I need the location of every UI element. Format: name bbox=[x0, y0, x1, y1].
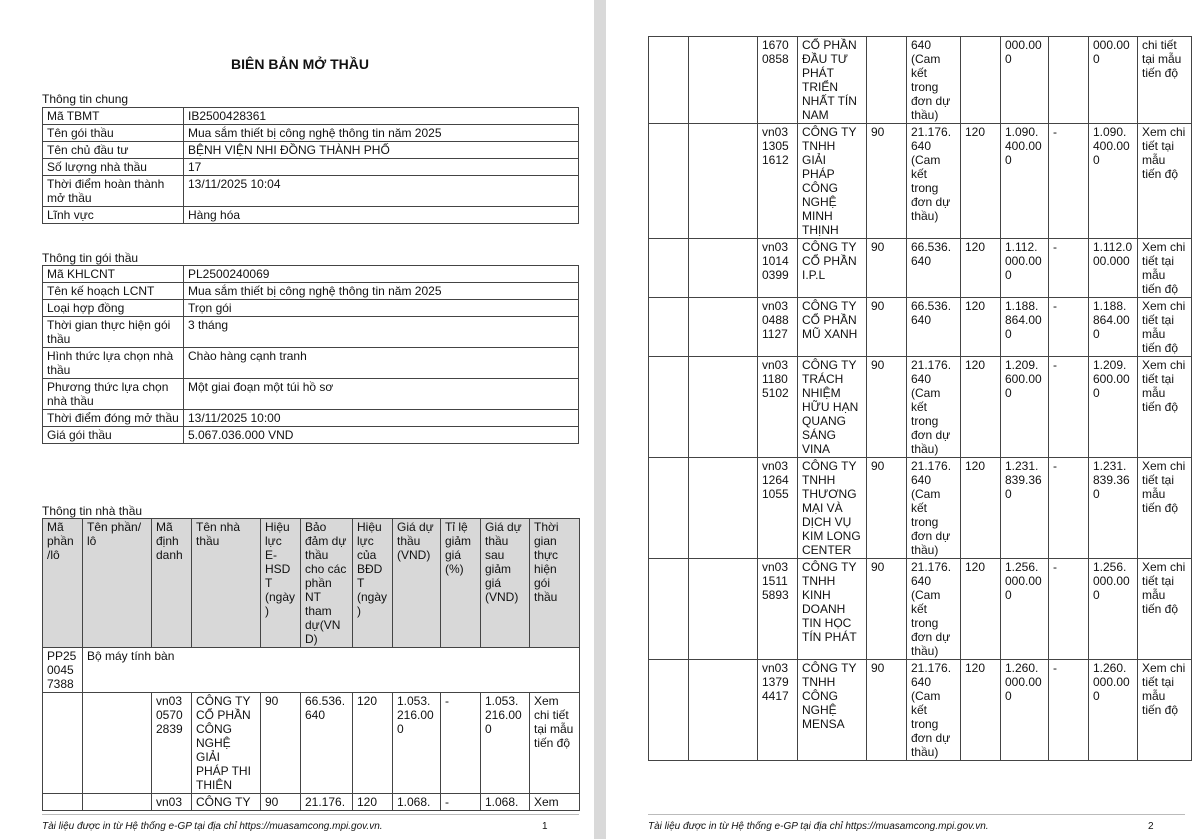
cell-guarantee: 21.176.640 (Cam kết trong đơn dự thầu) bbox=[907, 124, 961, 239]
table-row bbox=[43, 142, 579, 159]
lot-name: Bộ máy tính bàn bbox=[83, 648, 580, 693]
table-row bbox=[649, 660, 1192, 761]
table-row bbox=[43, 410, 579, 427]
cell-final-price: 000.000 bbox=[1089, 37, 1138, 124]
cell-guarantee: 21.176.640 (Cam kết trong đơn dự thầu) bbox=[907, 357, 961, 458]
cell-price: 1.231.839.360 bbox=[1001, 458, 1049, 559]
cell-final-price: 1.068. bbox=[481, 794, 530, 811]
field-label: Loại hợp đồng bbox=[43, 300, 184, 317]
table-row bbox=[649, 239, 1192, 298]
section-general-heading: Thông tin chung bbox=[42, 92, 129, 106]
field-label: Tên kế hoạch LCNT bbox=[43, 283, 184, 300]
table-row bbox=[649, 298, 1192, 357]
cell-name: CÔNG TY TRÁCH NHIỆM HỮU HẠN QUANG SÁNG VINA bbox=[798, 357, 867, 458]
cell-guarantee-validity: 120 bbox=[353, 693, 393, 794]
footer-text: Tài liệu được in từ Hệ thống e-GP tại địa chỉ https://muasamcong.mpi.gov.vn. bbox=[648, 821, 989, 832]
table-row bbox=[43, 283, 579, 300]
table-row bbox=[43, 125, 579, 142]
cell-validity: 90 bbox=[867, 239, 907, 298]
cell-validity: 90 bbox=[867, 458, 907, 559]
cell-id: vn0311805102 bbox=[758, 357, 798, 458]
package-info-table bbox=[42, 265, 579, 444]
cell-time: Xem bbox=[530, 794, 580, 811]
cell-guarantee-validity: 120 bbox=[961, 660, 1001, 761]
field-value: BỆNH VIỆN NHI ĐỒNG THÀNH PHỐ bbox=[184, 142, 579, 159]
field-label: Thời gian thực hiện gói thầu bbox=[43, 317, 184, 348]
cell-guarantee: 21.176. bbox=[301, 794, 353, 811]
cell-guarantee: 21.176.640 (Cam kết trong đơn dự thầu) bbox=[907, 660, 961, 761]
cell-final-price: 1.256.000.000 bbox=[1089, 559, 1138, 660]
field-label: Thời điểm đóng mở thầu bbox=[43, 410, 184, 427]
column-header: Tỉ lệ giảm giá (%) bbox=[441, 519, 481, 648]
cell-id: vn0313794417 bbox=[758, 660, 798, 761]
cell-time: chi tiết tại mẫu tiến độ bbox=[1138, 37, 1192, 124]
cell-discount: - bbox=[1049, 239, 1089, 298]
field-value: IB2500428361 bbox=[184, 108, 579, 125]
table-row bbox=[43, 159, 579, 176]
field-value: 17 bbox=[184, 159, 579, 176]
cell-price: 1.112.000.000 bbox=[1001, 239, 1049, 298]
table-row bbox=[43, 266, 579, 283]
cell-discount: - bbox=[1049, 559, 1089, 660]
cell-discount: - bbox=[441, 794, 481, 811]
field-label: Phương thức lựa chọn nhà thầu bbox=[43, 379, 184, 410]
cell-final-price: 1.231.839.360 bbox=[1089, 458, 1138, 559]
cell-name: CỔ PHẦN ĐẦU TƯ PHÁT TRIỂN NHẤT TÍN NAM bbox=[798, 37, 867, 124]
table-row bbox=[649, 357, 1192, 458]
section-package-heading: Thông tin gói thầu bbox=[42, 251, 139, 265]
table-row bbox=[649, 124, 1192, 239]
table-row bbox=[649, 559, 1192, 660]
cell-id: vn0313051612 bbox=[758, 124, 798, 239]
field-label: Giá gói thầu bbox=[43, 427, 184, 444]
page-number: 1 bbox=[542, 821, 548, 832]
table-row bbox=[43, 207, 579, 224]
column-header: Hiệu lực E-HSDT (ngày) bbox=[261, 519, 301, 648]
field-value: Trọn gói bbox=[184, 300, 579, 317]
general-info-table bbox=[42, 107, 579, 224]
field-label: Tên chủ đầu tư bbox=[43, 142, 184, 159]
document-page-2 bbox=[606, 0, 1200, 839]
cell-validity: 90 bbox=[261, 693, 301, 794]
cell-validity bbox=[867, 37, 907, 124]
field-value: 13/11/2025 10:00 bbox=[184, 410, 579, 427]
cell-time: Xem chi tiết tại mẫu tiến độ bbox=[1138, 357, 1192, 458]
field-value: Mua sắm thiết bị công nghệ thông tin năm 2025 bbox=[184, 125, 579, 142]
field-label: Thời điểm hoàn thành mở thầu bbox=[43, 176, 184, 207]
field-value: 13/11/2025 10:04 bbox=[184, 176, 579, 207]
footer-divider bbox=[42, 814, 579, 815]
column-header: Thời gian thực hiện gói thầu bbox=[530, 519, 580, 648]
column-header: Mã định danh bbox=[152, 519, 192, 648]
cell-price: 1.188.864.000 bbox=[1001, 298, 1049, 357]
cell-guarantee: 21.176.640 (Cam kết trong đơn dự thầu) bbox=[907, 458, 961, 559]
cell-validity: 90 bbox=[867, 124, 907, 239]
cell-time: Xem chi tiết tại mẫu tiến độ bbox=[1138, 239, 1192, 298]
bidders-table bbox=[42, 518, 580, 811]
table-row bbox=[43, 379, 579, 410]
cell-guarantee-validity: 120 bbox=[961, 124, 1001, 239]
cell-name: CÔNG TY bbox=[192, 794, 261, 811]
lot-row bbox=[43, 648, 580, 693]
bidders-table-clip bbox=[42, 518, 580, 809]
cell-id: 16700858 bbox=[758, 37, 798, 124]
column-header: Bảo đảm dự thầu cho các phần NT tham dự(VND) bbox=[301, 519, 353, 648]
column-header: Giá dự thầu (VND) bbox=[393, 519, 441, 648]
cell-name: CÔNG TY TNHH GIẢI PHÁP CÔNG NGHỆ MINH THỊNH bbox=[798, 124, 867, 239]
cell-guarantee: 66.536.640 bbox=[907, 239, 961, 298]
cell-time: Xem chi tiết tại mẫu tiến độ bbox=[1138, 298, 1192, 357]
document-title: BIÊN BẢN MỞ THẦU bbox=[231, 56, 369, 72]
cell-guarantee: 21.176.640 (Cam kết trong đơn dự thầu) bbox=[907, 559, 961, 660]
cell-final-price: 1.112.000.000 bbox=[1089, 239, 1138, 298]
cell-name: CÔNG TY TNHH THƯƠNG MẠI VÀ DỊCH VỤ KIM LONG CENTER bbox=[798, 458, 867, 559]
cell-final-price: 1.260.000.000 bbox=[1089, 660, 1138, 761]
cell-guarantee-validity: 120 bbox=[961, 239, 1001, 298]
cell-final-price: 1.090.400.000 bbox=[1089, 124, 1138, 239]
field-value: 5.067.036.000 VND bbox=[184, 427, 579, 444]
cell-name: CÔNG TY CỔ PHẦN CÔNG NGHỆ GIẢI PHÁP THI THIÊN bbox=[192, 693, 261, 794]
cell-id: vn0304881127 bbox=[758, 298, 798, 357]
column-header: Hiệu lực của BĐDT (ngày) bbox=[353, 519, 393, 648]
cell-time: Xem chi tiết tại mẫu tiến độ bbox=[530, 693, 580, 794]
column-header: Giá dự thầu sau giảm giá (VND) bbox=[481, 519, 530, 648]
cell-guarantee-validity bbox=[961, 37, 1001, 124]
cell-final-price: 1.188.864.000 bbox=[1089, 298, 1138, 357]
cell-discount: - bbox=[1049, 660, 1089, 761]
field-value: Mua sắm thiết bị công nghệ thông tin năm 2025 bbox=[184, 283, 579, 300]
cell-guarantee: 640 (Cam kết trong đơn dự thầu) bbox=[907, 37, 961, 124]
field-value: Một giai đoạn một túi hồ sơ bbox=[184, 379, 579, 410]
cell-name: CÔNG TY TNHH KINH DOANH TIN HỌC TÍN PHÁT bbox=[798, 559, 867, 660]
cell-price: 000.000 bbox=[1001, 37, 1049, 124]
field-label: Hình thức lựa chọn nhà thầu bbox=[43, 348, 184, 379]
cell-time: Xem chi tiết tại mẫu tiến độ bbox=[1138, 458, 1192, 559]
field-label: Lĩnh vực bbox=[43, 207, 184, 224]
table-row bbox=[43, 348, 579, 379]
cell-name: CÔNG TY CỔ PHẦN I.P.L bbox=[798, 239, 867, 298]
column-header: Tên nhà thầu bbox=[192, 519, 261, 648]
field-label: Số lượng nhà thầu bbox=[43, 159, 184, 176]
cell-final-price: 1.209.600.000 bbox=[1089, 357, 1138, 458]
cell-id: vn0305702839 bbox=[152, 693, 192, 794]
table-row bbox=[43, 300, 579, 317]
cell-price: 1.068. bbox=[393, 794, 441, 811]
cell-time: Xem chi tiết tại mẫu tiến độ bbox=[1138, 559, 1192, 660]
table-row bbox=[649, 37, 1192, 124]
cell-id: vn0315115893 bbox=[758, 559, 798, 660]
cell-discount: - bbox=[1049, 124, 1089, 239]
cell-price: 1.256.000.000 bbox=[1001, 559, 1049, 660]
cell-discount: - bbox=[1049, 357, 1089, 458]
cell-guarantee: 66.536.640 bbox=[301, 693, 353, 794]
bidders-table-continued-clip bbox=[648, 36, 1192, 798]
table-row bbox=[649, 458, 1192, 559]
cell-price: 1.053.216.000 bbox=[393, 693, 441, 794]
cell-name: CÔNG TY TNHH CÔNG NGHỆ MENSA bbox=[798, 660, 867, 761]
bidders-table-continued bbox=[648, 36, 1192, 761]
cell-time: Xem chi tiết tại mẫu tiến độ bbox=[1138, 124, 1192, 239]
table-header-row bbox=[43, 519, 580, 648]
cell-validity: 90 bbox=[867, 660, 907, 761]
cell-validity: 90 bbox=[261, 794, 301, 811]
field-value: PL2500240069 bbox=[184, 266, 579, 283]
footer-divider bbox=[648, 814, 1185, 815]
cell-validity: 90 bbox=[867, 357, 907, 458]
cell-name: CÔNG TY CỔ PHẦN MŨ XANH bbox=[798, 298, 867, 357]
cell-id: vn0312641055 bbox=[758, 458, 798, 559]
field-label: Tên gói thầu bbox=[43, 125, 184, 142]
lot-code: PP2500457388 bbox=[43, 648, 83, 693]
table-row bbox=[43, 794, 580, 811]
field-value: 3 tháng bbox=[184, 317, 579, 348]
cell-price: 1.260.000.000 bbox=[1001, 660, 1049, 761]
cell-guarantee-validity: 120 bbox=[961, 458, 1001, 559]
table-row bbox=[43, 176, 579, 207]
cell-guarantee-validity: 120 bbox=[961, 559, 1001, 660]
cell-guarantee-validity: 120 bbox=[961, 298, 1001, 357]
cell-discount: - bbox=[441, 693, 481, 794]
cell-validity: 90 bbox=[867, 559, 907, 660]
cell-validity: 90 bbox=[867, 298, 907, 357]
footer-text: Tài liệu được in từ Hệ thống e-GP tại địa chỉ https://muasamcong.mpi.gov.vn. bbox=[42, 821, 383, 832]
column-header: Tên phần/ lô bbox=[83, 519, 152, 648]
table-row bbox=[43, 693, 580, 794]
cell-final-price: 1.053.216.000 bbox=[481, 693, 530, 794]
cell-time: Xem chi tiết tại mẫu tiến độ bbox=[1138, 660, 1192, 761]
cell-discount: - bbox=[1049, 298, 1089, 357]
cell-discount bbox=[1049, 37, 1089, 124]
field-label: Mã TBMT bbox=[43, 108, 184, 125]
table-row bbox=[43, 108, 579, 125]
page-number: 2 bbox=[1148, 821, 1154, 832]
cell-id: vn0310140399 bbox=[758, 239, 798, 298]
table-row bbox=[43, 427, 579, 444]
cell-discount: - bbox=[1049, 458, 1089, 559]
table-row bbox=[43, 317, 579, 348]
field-value: Chào hàng cạnh tranh bbox=[184, 348, 579, 379]
column-header: Mã phần /lô bbox=[43, 519, 83, 648]
cell-price: 1.209.600.000 bbox=[1001, 357, 1049, 458]
section-bidders-heading: Thông tin nhà thầu bbox=[42, 504, 143, 518]
field-label: Mã KHLCNT bbox=[43, 266, 184, 283]
cell-guarantee-validity: 120 bbox=[353, 794, 393, 811]
field-value: Hàng hóa bbox=[184, 207, 579, 224]
cell-id: vn03 bbox=[152, 794, 192, 811]
cell-guarantee: 66.536.640 bbox=[907, 298, 961, 357]
cell-price: 1.090.400.000 bbox=[1001, 124, 1049, 239]
cell-guarantee-validity: 120 bbox=[961, 357, 1001, 458]
document-page-1 bbox=[0, 0, 594, 839]
